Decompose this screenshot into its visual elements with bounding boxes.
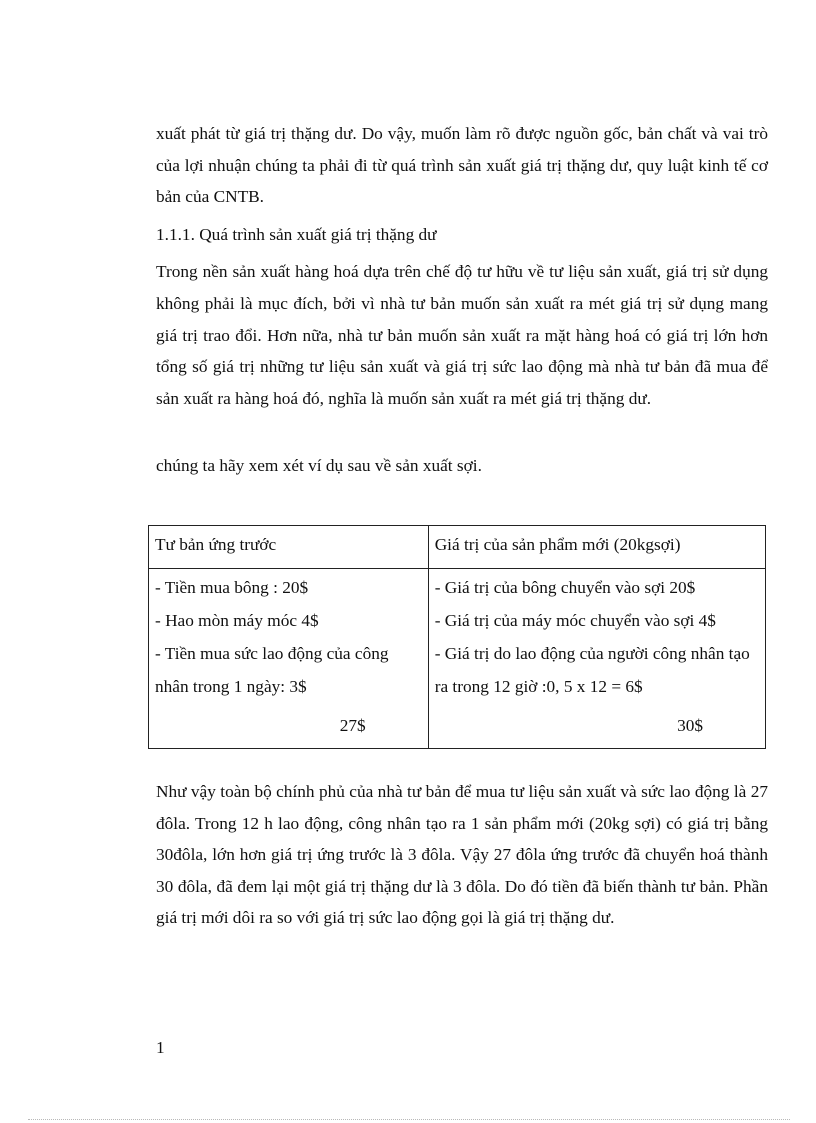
conclusion-paragraph: Như vậy toàn bộ chính phủ của nhà tư bản để mua tư liệu sản xuất và sức lao động là 27 đôla. Trong 12 h lao động, công nhân tạo ra 1 sản phẩm mới (20kg sợi) có giá trị bằng 30đôla, lớn hơn giá trị ứng trước là 3 đôla. Vậy 27 đôla ứng trước đã chuyển hoá thành 30 đôla, đã đem lại một giá trị thặng dư là 3 đôla. Do đó tiền đã biến thành tư bản. Phần giá trị mới dôi ra so với giá trị sức lao động gọi là giá trị thặng dư. — [156, 782, 768, 928]
list-item: - Hao mòn máy móc 4$ — [155, 611, 319, 630]
list-item: - Giá trị của bông chuyển vào sợi 20$ — [434, 578, 696, 597]
example-intro: chúng ta hãy xem xét ví dụ sau về sản xuất sợi. — [156, 456, 482, 476]
header-advanced-capital: Tư bản ứng trước — [149, 526, 429, 569]
footer-divider — [28, 1119, 790, 1120]
list-item: - Tiền mua sức lao động của công nhân trong 1 ngày: 3$ — [155, 644, 389, 696]
advanced-capital-cell — [149, 569, 429, 749]
new-value-cell — [428, 569, 765, 749]
list-item: - Giá trị của máy móc chuyển vào sợi 4$ — [434, 611, 716, 630]
header-new-product-value: Giá trị của sản phẩm mới (20kgsợi) — [428, 526, 765, 569]
body-paragraph: Trong nền sản xuất hàng hoá dựa trên chế độ tư hữu về tư liệu sản xuất, giá trị sử dụng không phải là mục đích, bởi vì nhà tư bản muốn sản xuất ra mét giá trị sử dụng mang giá trị trao đổi. Hơn nữa, nhà tư bản muốn sản xuất ra mặt hàng hoá có giá trị lớn hơn tổng số giá trị những tư liệu sản xuất và giá trị sức lao động mà nhà tư bản đã mua để sản xuất ra hàng hoá đó, nghĩa là muốn sản xuất ra mét giá trị thặng dư. — [156, 262, 768, 408]
total-new-value: 30$ — [677, 716, 703, 735]
list-item: - Tiền mua bông : 20$ — [155, 578, 309, 597]
intro-paragraph: xuất phát từ giá trị thặng dư. Do vậy, muốn làm rõ được nguồn gốc, bản chất và vai trò của lợi nhuận chúng ta phải đi từ quá trình sản xuất giá trị thặng dư, quy luật kinh tế cơ bản của CNTB. — [156, 124, 768, 207]
document-body-bottom — [156, 776, 768, 934]
page-number: 1 — [156, 1038, 165, 1057]
list-item: - Giá trị do lao động của người công nhân tạo ra trong 12 giờ :0, 5 x 12 = 6$ — [434, 644, 750, 696]
capital-value-table — [148, 525, 766, 749]
table-row — [149, 569, 766, 749]
section-heading: 1.1.1. Quá trình sản xuất giá trị thặng dư — [156, 224, 437, 244]
table-header-row — [149, 526, 766, 569]
total-advanced: 27$ — [339, 716, 366, 735]
document-body-top — [156, 118, 768, 482]
